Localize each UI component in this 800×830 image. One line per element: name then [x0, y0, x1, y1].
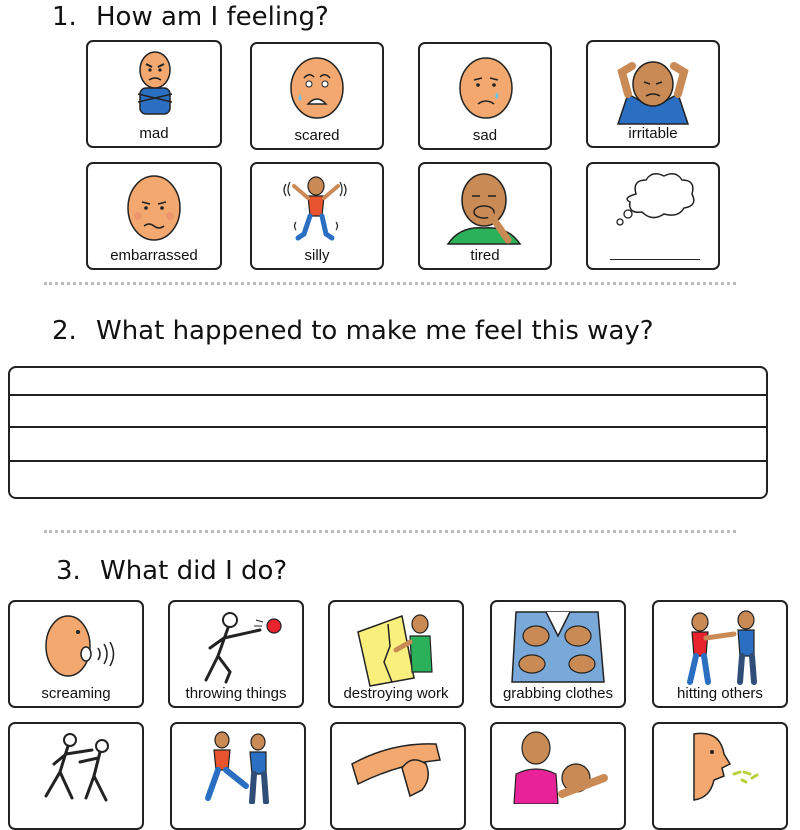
action-card-spitting[interactable] — [652, 722, 788, 830]
question-3-number: 3. — [56, 556, 81, 586]
question-2-heading — [52, 316, 654, 346]
question-3-text: What did I do? — [100, 556, 288, 586]
section-separator — [44, 282, 736, 285]
feeling-label: embarrassed — [110, 247, 198, 264]
action-card-fighting[interactable] — [8, 722, 144, 830]
feeling-card-tired[interactable] — [418, 162, 552, 270]
action-card-kicking[interactable] — [170, 722, 306, 830]
feeling-card-blank[interactable] — [586, 162, 720, 270]
writing-line — [10, 460, 766, 462]
kicking-person-icon — [172, 724, 304, 804]
action-card-grabbing-clothes[interactable] — [490, 600, 626, 708]
action-label: throwing things — [185, 685, 287, 702]
pinching-arm-icon — [332, 724, 464, 804]
question-1-heading — [52, 2, 329, 32]
writing-line — [10, 426, 766, 428]
feeling-label: sad — [472, 127, 498, 144]
question-3-heading — [56, 556, 287, 586]
question-1-number: 1. — [52, 2, 77, 32]
action-label: destroying work — [343, 685, 449, 702]
question-2-number: 2. — [52, 316, 77, 346]
feeling-card-irritable[interactable] — [586, 40, 720, 148]
action-label: screaming — [41, 685, 111, 702]
action-label: grabbing clothes — [502, 685, 614, 702]
action-label: hitting others — [677, 685, 763, 702]
feeling-label: mad — [139, 125, 169, 142]
feeling-card-mad[interactable] — [86, 40, 222, 148]
feeling-card-sad[interactable] — [418, 42, 552, 150]
feeling-card-scared[interactable] — [250, 42, 384, 150]
question-1-text: How am I feeling? — [96, 2, 329, 32]
action-card-biting[interactable] — [490, 722, 626, 830]
fighting-figures-icon — [10, 724, 142, 804]
thought-bubble-icon — [588, 164, 718, 268]
feeling-card-embarrassed[interactable] — [86, 162, 222, 270]
biting-person-icon — [492, 724, 624, 804]
feeling-label: tired — [470, 247, 500, 264]
feeling-label: irritable — [628, 125, 678, 142]
action-card-destroying-work[interactable] — [328, 600, 464, 708]
feeling-card-silly[interactable] — [250, 162, 384, 270]
question-2-text: What happened to make me feel this way? — [96, 316, 654, 346]
action-card-throwing[interactable] — [168, 600, 304, 708]
action-card-screaming[interactable] — [8, 600, 144, 708]
feeling-label: scared — [294, 127, 340, 144]
spitting-face-icon — [654, 724, 786, 804]
action-card-pinching[interactable] — [330, 722, 466, 830]
writing-lines-box[interactable] — [8, 366, 768, 499]
writing-line — [10, 394, 766, 396]
blank-write-line[interactable] — [610, 259, 700, 260]
feeling-label: silly — [304, 247, 330, 264]
action-card-hitting-others[interactable] — [652, 600, 788, 708]
section-separator — [44, 530, 736, 533]
